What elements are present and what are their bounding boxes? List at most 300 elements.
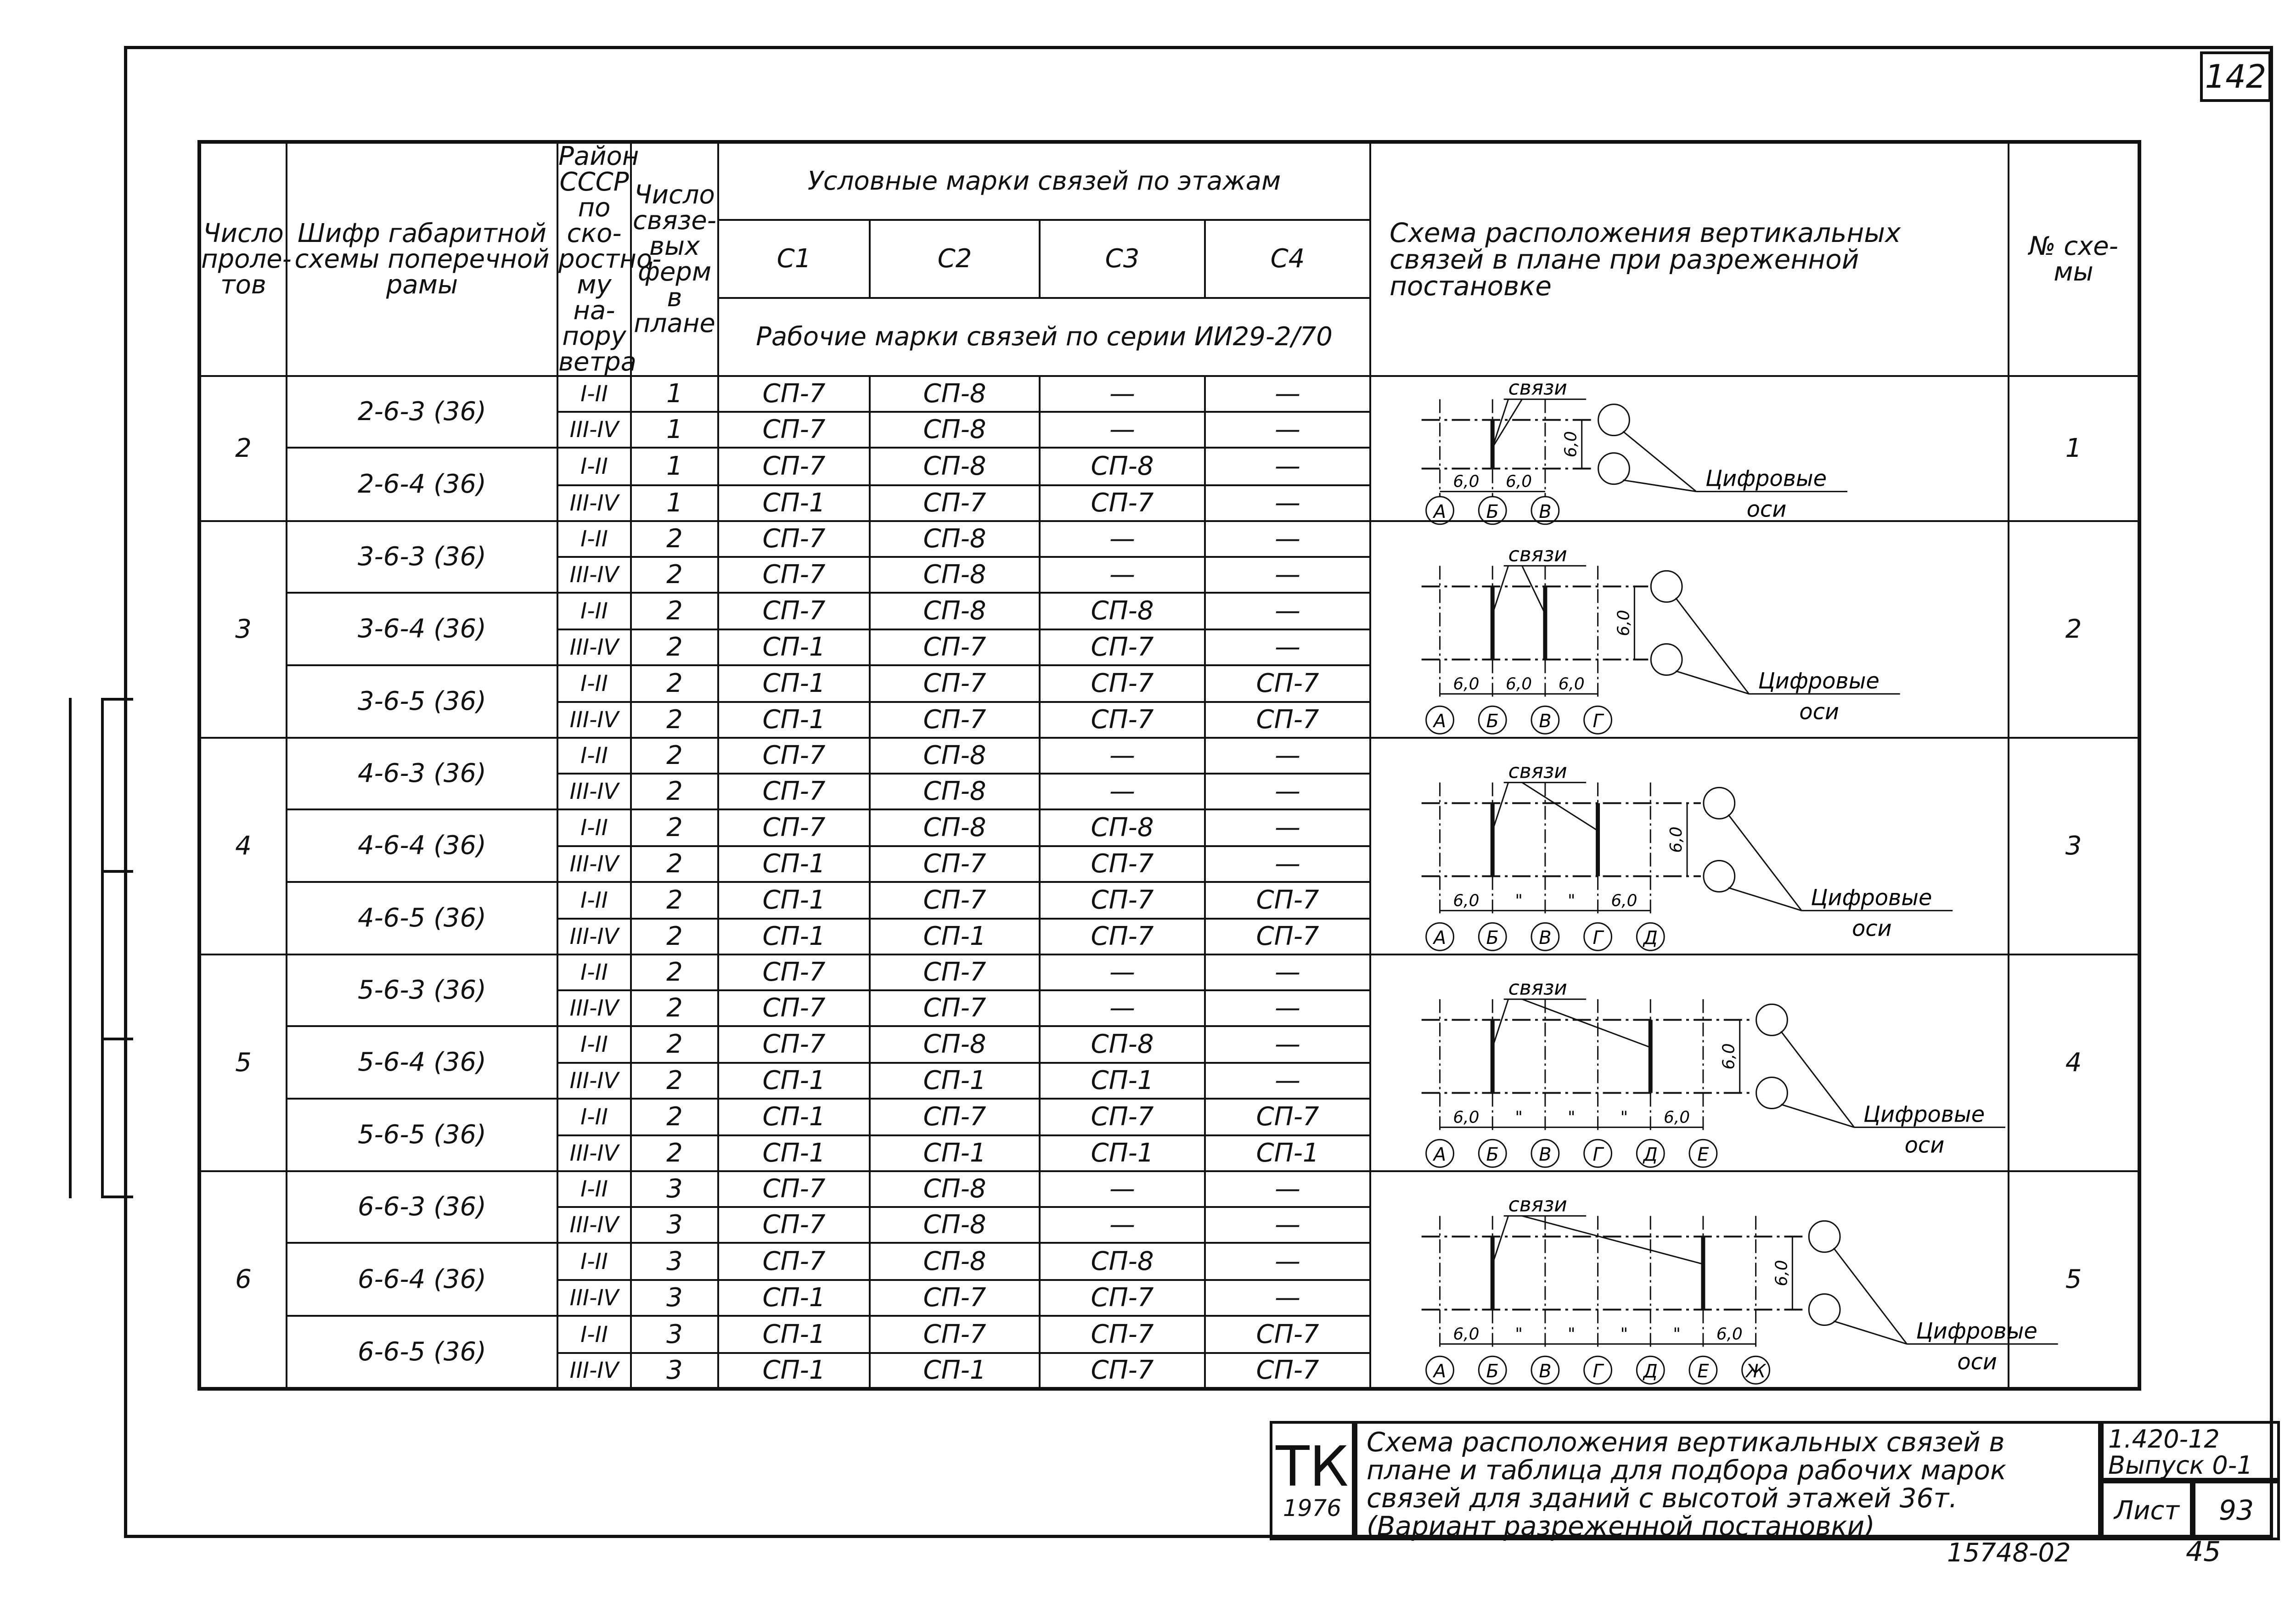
mark-c3: СП-7 <box>1040 485 1205 521</box>
truss-count: 1 <box>631 448 718 485</box>
frame-cipher: 6-6-4 (36) <box>287 1243 557 1316</box>
axis-letter: В <box>1539 927 1552 949</box>
mark-c3: СП-7 <box>1040 919 1205 954</box>
frame-cipher: 4-6-3 (36) <box>287 738 557 809</box>
dimension-label: 6,0 <box>1453 674 1480 694</box>
mark-c1: СП-7 <box>718 557 870 593</box>
wind-region: I-II <box>557 593 631 629</box>
truss-count: 3 <box>631 1316 718 1353</box>
digital-axes-label: Цифровые <box>1705 466 1827 492</box>
mark-c3: СП-7 <box>1040 1316 1205 1353</box>
digital-axes-label: оси <box>1746 497 1787 522</box>
truss-count: 3 <box>631 1207 718 1243</box>
frame-cipher: 4-6-5 (36) <box>287 882 557 954</box>
wind-region: I-II <box>557 954 631 990</box>
axis-letter: Д <box>1643 1361 1658 1382</box>
axis-letter: Е <box>1697 1361 1709 1382</box>
mark-c4: — <box>1205 774 1370 809</box>
mark-c2: СП-1 <box>870 919 1040 954</box>
vertical-dimension-label: 6,0 <box>1667 826 1686 853</box>
dimension-label: " <box>1568 1325 1576 1344</box>
digital-axis-circle <box>1809 1221 1840 1252</box>
table-row <box>199 954 2139 990</box>
dimension-label: " <box>1515 891 1523 910</box>
axis-letter: Б <box>1486 1144 1499 1166</box>
braces-leader <box>1522 999 1651 1047</box>
digital-axis-circle <box>1651 644 1682 675</box>
dimension-label: " <box>1620 1108 1628 1127</box>
header-spans: Число проле-тов <box>199 142 287 376</box>
frame-cipher: 6-6-3 (36) <box>287 1171 557 1243</box>
title-block <box>1270 1421 2280 1540</box>
mark-c1: СП-7 <box>718 448 870 485</box>
header-conditional-marks: Условные марки связей по этажам <box>718 142 1370 220</box>
mark-c4: — <box>1205 738 1370 774</box>
stamp-year: 1976 <box>1283 1495 1342 1521</box>
brace-layout-scheme <box>1371 1172 2037 1387</box>
mark-c1: СП-1 <box>718 1280 870 1316</box>
mark-c4: — <box>1205 557 1370 593</box>
braces-leader <box>1492 999 1508 1047</box>
mark-c1: СП-1 <box>718 485 870 521</box>
mark-c2: СП-7 <box>870 702 1040 738</box>
dimension-label: " <box>1515 1325 1523 1344</box>
braces-leader <box>1492 399 1508 448</box>
mark-c4: СП-7 <box>1205 665 1370 702</box>
truss-count: 1 <box>631 485 718 521</box>
mark-c4: — <box>1205 1063 1370 1099</box>
mark-c4: — <box>1205 809 1370 846</box>
wind-region: III-IV <box>557 485 631 521</box>
mark-c2: СП-8 <box>870 521 1040 557</box>
wind-region: III-IV <box>557 990 631 1026</box>
mark-c3: СП-7 <box>1040 1280 1205 1316</box>
mark-c4: — <box>1205 485 1370 521</box>
stamp-sheet-label: Лист <box>2101 1481 2193 1540</box>
truss-count: 3 <box>631 1171 718 1207</box>
leader-line <box>1676 598 1749 694</box>
wind-region: I-II <box>557 738 631 774</box>
truss-count: 2 <box>631 557 718 593</box>
leader-line <box>1728 814 1802 910</box>
axis-letter: Г <box>1593 1361 1603 1382</box>
frame-cipher: 2-6-3 (36) <box>287 376 557 448</box>
mark-c3: — <box>1040 1207 1205 1243</box>
digital-axes-label: оси <box>1957 1349 1998 1375</box>
truss-count: 2 <box>631 738 718 774</box>
braces-label: связи <box>1508 376 1567 400</box>
axis-letter: Д <box>1643 927 1658 949</box>
mark-c3: СП-7 <box>1040 1099 1205 1135</box>
wind-region: I-II <box>557 809 631 846</box>
stamp-sheet-number: 93 <box>2193 1481 2280 1540</box>
dimension-label: 6,0 <box>1453 1325 1480 1344</box>
vertical-dimension-label: 6,0 <box>1561 431 1581 458</box>
dimension-label: " <box>1568 1108 1576 1127</box>
digital-axis-circle <box>1809 1294 1840 1325</box>
mark-c1: СП-7 <box>718 593 870 629</box>
mark-c3: СП-1 <box>1040 1135 1205 1171</box>
mark-c1: СП-1 <box>718 629 870 665</box>
header-working-marks: Рабочие марки связей по серии ИИ29-2/70 <box>718 298 1370 376</box>
header-region: Район СССР по ско-ростно-му на-пору ветра <box>558 141 662 377</box>
axis-letter: Д <box>1643 1144 1658 1166</box>
mark-c3: — <box>1040 1171 1205 1207</box>
header-truss-count: Число связе-вых ферм в плане <box>631 142 718 376</box>
brace-layout-scheme <box>1371 377 2008 520</box>
truss-count: 2 <box>631 629 718 665</box>
wind-region: I-II <box>557 882 631 919</box>
truss-count: 2 <box>631 521 718 557</box>
mark-c2: СП-8 <box>870 448 1040 485</box>
mark-c4: — <box>1205 1026 1370 1063</box>
digital-axes-label: Цифровые <box>1916 1319 2037 1344</box>
mark-c2: СП-8 <box>870 774 1040 809</box>
mark-c3: СП-8 <box>1040 1026 1205 1063</box>
truss-count: 2 <box>631 1026 718 1063</box>
mark-c2: СП-7 <box>870 954 1040 990</box>
spans-count: 2 <box>199 376 287 521</box>
frame-cipher: 6-6-5 (36) <box>287 1316 557 1389</box>
mark-c4: — <box>1205 412 1370 448</box>
truss-count: 2 <box>631 665 718 702</box>
axis-letter: А <box>1433 501 1446 522</box>
braces-label: связи <box>1508 543 1567 567</box>
braces-leader <box>1522 566 1545 614</box>
frame-cipher: 5-6-5 (36) <box>287 1099 557 1171</box>
mark-c1: СП-7 <box>718 1243 870 1280</box>
corner-sheet-number: 142 <box>2200 51 2271 102</box>
axis-letter: Б <box>1486 1361 1499 1382</box>
mark-c2: СП-8 <box>870 412 1040 448</box>
truss-count: 2 <box>631 954 718 990</box>
digital-axes-label: Цифровые <box>1758 668 1880 694</box>
axis-letter: В <box>1539 501 1552 522</box>
spans-count: 4 <box>199 738 287 954</box>
mark-c1: СП-7 <box>718 376 870 412</box>
table-row <box>199 738 2139 774</box>
mark-c2: СП-8 <box>870 557 1040 593</box>
wind-region: III-IV <box>557 1353 631 1389</box>
wind-region: III-IV <box>557 919 631 954</box>
scheme-diagram <box>1370 1171 2037 1389</box>
wind-region: I-II <box>557 448 631 485</box>
truss-count: 2 <box>631 702 718 738</box>
mark-c3: СП-7 <box>1040 702 1205 738</box>
inventory-number: 15748-02 <box>1947 1538 2071 1568</box>
mark-c2: СП-8 <box>870 1207 1040 1243</box>
mark-c3: — <box>1040 738 1205 774</box>
mark-c2: СП-1 <box>870 1063 1040 1099</box>
mark-c2: СП-7 <box>870 1316 1040 1353</box>
truss-count: 3 <box>631 1280 718 1316</box>
leader-line <box>1728 888 1802 911</box>
frame-cipher: 3-6-4 (36) <box>287 593 557 665</box>
mark-c4: СП-7 <box>1205 702 1370 738</box>
dimension-label: " <box>1568 891 1576 910</box>
mark-c2: СП-8 <box>870 1171 1040 1207</box>
digital-axis-circle <box>1651 571 1682 602</box>
mark-c2: СП-7 <box>870 629 1040 665</box>
header-floor-c4: С4 <box>1205 220 1370 298</box>
wind-region: III-IV <box>557 846 631 882</box>
braces-leader <box>1492 1216 1508 1264</box>
mark-c3: СП-7 <box>1040 629 1205 665</box>
stamp-code: 1.420-12 Выпуск 0-1 <box>2101 1421 2280 1481</box>
leader-line <box>1676 671 1749 694</box>
dimension-label: 6,0 <box>1506 472 1532 491</box>
digital-axes-label: оси <box>1851 916 1892 942</box>
truss-count: 3 <box>631 1243 718 1280</box>
axis-letter: Ж <box>1746 1361 1766 1382</box>
mark-c2: СП-8 <box>870 1243 1040 1280</box>
frame-cipher: 2-6-4 (36) <box>287 448 557 521</box>
digital-axes-label: Цифровые <box>1863 1102 1985 1128</box>
axis-letter: А <box>1433 1361 1446 1382</box>
header-cipher: Шифр габаритной схемы поперечной рамы <box>287 142 557 376</box>
mark-c1: СП-1 <box>718 1135 870 1171</box>
brace-layout-scheme <box>1371 522 2008 737</box>
mark-c1: СП-7 <box>718 774 870 809</box>
mark-c2: СП-8 <box>870 1026 1040 1063</box>
brace-selection-table <box>197 140 2141 1391</box>
scheme-diagram <box>1370 954 2009 1171</box>
mark-c2: СП-8 <box>870 593 1040 629</box>
truss-count: 1 <box>631 412 718 448</box>
truss-count: 2 <box>631 1099 718 1135</box>
tk-logo: ТК <box>1276 1435 1349 1499</box>
dimension-label: 6,0 <box>1611 891 1638 910</box>
braces-label: связи <box>1508 1193 1567 1217</box>
organisation-logo <box>1270 1421 1355 1540</box>
mark-c4: — <box>1205 1280 1370 1316</box>
scheme-diagram <box>1370 376 2009 521</box>
scheme-number: 4 <box>2009 954 2139 1171</box>
digital-axes-label: Цифровые <box>1811 885 1932 911</box>
truss-count: 3 <box>631 1353 718 1389</box>
mark-c2: СП-7 <box>870 882 1040 919</box>
axis-letter: Е <box>1697 1144 1709 1166</box>
table-row <box>199 1171 2139 1207</box>
mark-c4: — <box>1205 521 1370 557</box>
frame-cipher: 3-6-3 (36) <box>287 521 557 593</box>
mark-c1: СП-1 <box>718 702 870 738</box>
mark-c3: СП-7 <box>1040 1353 1205 1389</box>
mark-c2: СП-7 <box>870 665 1040 702</box>
scheme-diagram <box>1370 521 2009 738</box>
mark-c3: СП-7 <box>1040 882 1205 919</box>
digital-axes-label: оси <box>1904 1133 1945 1158</box>
mark-c4: — <box>1205 1207 1370 1243</box>
mark-c3: — <box>1040 557 1205 593</box>
header-floor-c2: С2 <box>870 220 1040 298</box>
dimension-label: 6,0 <box>1716 1325 1743 1344</box>
mark-c4: — <box>1205 846 1370 882</box>
mark-c4: — <box>1205 1171 1370 1207</box>
mark-c4: СП-7 <box>1205 882 1370 919</box>
mark-c3: — <box>1040 774 1205 809</box>
mark-c3: — <box>1040 990 1205 1026</box>
mark-c1: СП-7 <box>718 1171 870 1207</box>
dimension-label: 6,0 <box>1558 674 1585 694</box>
page-number: 45 <box>2186 1536 2221 1568</box>
dimension-label: 6,0 <box>1453 472 1480 491</box>
wind-region: III-IV <box>557 1063 631 1099</box>
mark-c4: СП-7 <box>1205 1099 1370 1135</box>
braces-leader <box>1522 782 1598 831</box>
mark-c1: СП-7 <box>718 521 870 557</box>
wind-region: III-IV <box>557 629 631 665</box>
wind-region: I-II <box>557 1243 631 1280</box>
mark-c3: — <box>1040 412 1205 448</box>
axis-letter: В <box>1539 1144 1552 1166</box>
digital-axis-circle <box>1704 861 1735 892</box>
header-floor-c3: С3 <box>1040 220 1205 298</box>
leader-line <box>1834 1321 1907 1344</box>
vertical-dimension-label: 6,0 <box>1614 610 1633 636</box>
mark-c2: СП-7 <box>870 990 1040 1026</box>
axis-letter: Б <box>1486 711 1499 732</box>
mark-c1: СП-1 <box>718 882 870 919</box>
wind-region: III-IV <box>557 557 631 593</box>
mark-c4: — <box>1205 629 1370 665</box>
dimension-label: " <box>1620 1325 1628 1344</box>
wind-region: I-II <box>557 1171 631 1207</box>
braces-leader <box>1492 782 1508 831</box>
mark-c3: СП-7 <box>1040 846 1205 882</box>
truss-count: 2 <box>631 846 718 882</box>
wind-region: I-II <box>557 376 631 412</box>
mark-c2: СП-7 <box>870 485 1040 521</box>
truss-count: 2 <box>631 990 718 1026</box>
wind-region: III-IV <box>557 774 631 809</box>
mark-c4: — <box>1205 1243 1370 1280</box>
mark-c4: СП-1 <box>1205 1135 1370 1171</box>
mark-c1: СП-7 <box>718 1026 870 1063</box>
mark-c2: СП-7 <box>870 1099 1040 1135</box>
axis-letter: В <box>1539 711 1552 732</box>
mark-c1: СП-7 <box>718 954 870 990</box>
brace-layout-scheme <box>1371 955 2008 1170</box>
frame-cipher: 5-6-3 (36) <box>287 954 557 1026</box>
mark-c1: СП-7 <box>718 738 870 774</box>
wind-region: I-II <box>557 665 631 702</box>
binding-margin-marks <box>69 698 133 1198</box>
mark-c3: — <box>1040 376 1205 412</box>
truss-count: 2 <box>631 919 718 954</box>
mark-c1: СП-7 <box>718 1207 870 1243</box>
axis-letter: Б <box>1486 927 1499 949</box>
wind-region: III-IV <box>557 1280 631 1316</box>
mark-c3: СП-1 <box>1040 1063 1205 1099</box>
digital-axis-circle <box>1704 787 1735 819</box>
header-floor-c1: С1 <box>718 220 870 298</box>
vertical-dimension-label: 6,0 <box>1772 1260 1791 1286</box>
leader-line <box>1623 432 1696 492</box>
mark-c2: СП-7 <box>870 1280 1040 1316</box>
digital-axis-circle <box>1598 404 1630 436</box>
stamp-title: Схема расположения вертикальных связей в плане и таблица для подбора рабочих марок связей для зданий с высотой этажей 36т. (Вариант разреженной постановки) <box>1355 1421 2101 1540</box>
spans-count: 6 <box>199 1171 287 1389</box>
mark-c1: СП-1 <box>718 846 870 882</box>
axis-letter: Г <box>1593 1144 1603 1166</box>
vertical-dimension-label: 6,0 <box>1719 1043 1739 1070</box>
spans-count: 5 <box>199 954 287 1171</box>
mark-c3: СП-8 <box>1040 809 1205 846</box>
spans-count: 3 <box>199 521 287 738</box>
truss-count: 2 <box>631 593 718 629</box>
mark-c1: СП-1 <box>718 919 870 954</box>
frame-cipher: 4-6-4 (36) <box>287 809 557 882</box>
truss-count: 2 <box>631 882 718 919</box>
mark-c2: СП-1 <box>870 1135 1040 1171</box>
mark-c2: СП-8 <box>870 376 1040 412</box>
leader-line <box>1781 1031 1854 1127</box>
braces-label: связи <box>1508 976 1567 1000</box>
braces-leader <box>1492 399 1522 448</box>
leader-line <box>1781 1105 1854 1128</box>
mark-c3: — <box>1040 521 1205 557</box>
scheme-number: 3 <box>2009 738 2139 954</box>
frame-cipher: 3-6-5 (36) <box>287 665 557 738</box>
table-row <box>199 376 2139 412</box>
axis-letter: А <box>1433 1144 1446 1166</box>
dimension-label: 6,0 <box>1453 1108 1480 1127</box>
wind-region: III-IV <box>557 702 631 738</box>
mark-c2: СП-7 <box>870 846 1040 882</box>
mark-c3: СП-8 <box>1040 1243 1205 1280</box>
truss-count: 2 <box>631 1135 718 1171</box>
mark-c4: — <box>1205 376 1370 412</box>
mark-c4: СП-7 <box>1205 919 1370 954</box>
mark-c2: СП-1 <box>870 1353 1040 1389</box>
scheme-diagram <box>1370 738 2009 954</box>
truss-count: 2 <box>631 1063 718 1099</box>
header-scheme-title: Схема расположения вертикальных связей в плане при разреженной постановке <box>1370 142 2009 376</box>
wind-region: III-IV <box>557 1207 631 1243</box>
mark-c1: СП-1 <box>718 1063 870 1099</box>
truss-count: 2 <box>631 809 718 846</box>
mark-c1: СП-1 <box>718 1353 870 1389</box>
mark-c1: СП-1 <box>718 1099 870 1135</box>
mark-c3: СП-8 <box>1040 448 1205 485</box>
wind-region: I-II <box>557 521 631 557</box>
wind-region: I-II <box>557 1026 631 1063</box>
dimension-label: 6,0 <box>1506 674 1532 694</box>
wind-region: III-IV <box>557 1135 631 1171</box>
truss-count: 2 <box>631 774 718 809</box>
frame-cipher: 5-6-4 (36) <box>287 1026 557 1099</box>
leader-line <box>1834 1248 1907 1344</box>
digital-axis-circle <box>1756 1004 1788 1035</box>
table-row <box>199 521 2139 557</box>
brace-layout-scheme <box>1371 739 2008 954</box>
axis-letter: Г <box>1593 927 1603 949</box>
mark-c4: СП-7 <box>1205 1353 1370 1389</box>
axis-letter: А <box>1433 927 1446 949</box>
dimension-label: 6,0 <box>1664 1108 1690 1127</box>
mark-c1: СП-1 <box>718 1316 870 1353</box>
mark-c4: СП-7 <box>1205 1316 1370 1353</box>
mark-c2: СП-8 <box>870 809 1040 846</box>
axis-letter: В <box>1539 1361 1552 1382</box>
digital-axis-circle <box>1756 1078 1788 1109</box>
scheme-number: 2 <box>2009 521 2139 738</box>
digital-axes-label: оси <box>1799 699 1840 725</box>
scheme-number: 5 <box>2009 1171 2139 1389</box>
digital-axis-circle <box>1598 453 1630 484</box>
mark-c1: СП-1 <box>718 665 870 702</box>
